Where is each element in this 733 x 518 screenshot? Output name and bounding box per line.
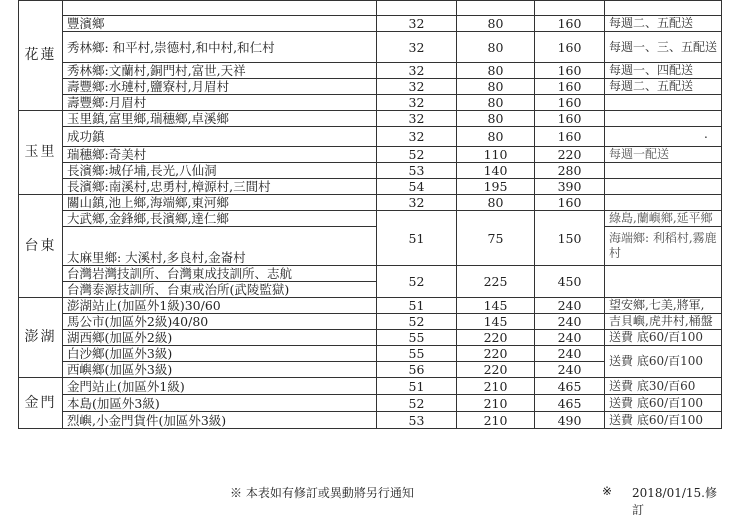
area-cell: 長濱鄉:城仔埔,長光,八仙洞 [63, 163, 377, 179]
note-cell: 每週一配送 [605, 147, 722, 163]
area-cell: 澎湖站止(加區外1級)30/60 [63, 298, 377, 314]
rate-cell-2: 80 [457, 95, 535, 111]
table-row [19, 16, 722, 32]
area-cell: 關山鎮,池上鄉,海端鄉,東河鄉 [63, 195, 377, 211]
rate-cell-1: 32 [377, 195, 457, 211]
region-cell: 澎湖 [19, 298, 63, 378]
area-cell-continued: 台灣泰源技訓所、台東戒治所(武陵監獄) [63, 282, 377, 298]
rate-cell-1: 51 [377, 378, 457, 395]
rate-cell-2: 210 [457, 395, 535, 412]
rate-cell-1: 32 [377, 16, 457, 32]
rate-cell-2: 220 [457, 330, 535, 346]
area-cell: 瑞穗鄉:奇美村 [63, 147, 377, 163]
table-row [19, 163, 722, 179]
footer-mark: ※ [602, 484, 613, 498]
footer-notice: ※ 本表如有修訂或異動將另行通知 [230, 486, 414, 500]
rate-cell-2: 80 [457, 32, 535, 63]
rate-cell-3: 160 [535, 79, 605, 95]
note-cell: 每週一、三、五配送 [605, 32, 722, 63]
rate-cell-3: 160 [535, 63, 605, 79]
table-row [19, 179, 722, 195]
rate-cell-3: 160 [535, 95, 605, 111]
rate-cell-3: 240 [535, 346, 605, 362]
rate-cell-3: 240 [535, 314, 605, 330]
rate-cell-1: 54 [377, 179, 457, 195]
rate-cell-3: 160 [535, 32, 605, 63]
table-row [19, 227, 722, 266]
region-cell: 金門 [19, 378, 63, 429]
area-cell: 豐濱鄉 [63, 16, 377, 32]
table-row [19, 95, 722, 111]
rate-cell-1: 51 [377, 211, 457, 266]
rate-cell-3: 490 [535, 412, 605, 429]
area-cell: 湖西鄉(加區外2級) [63, 330, 377, 346]
rate-cell-2: 80 [457, 63, 535, 79]
note-cell: 送費 底30/百60 [605, 378, 722, 395]
rate-cell-1: 56 [377, 362, 457, 378]
table-row [19, 378, 722, 395]
note-cell [605, 95, 722, 111]
rate-cell-3: 160 [535, 111, 605, 127]
delivery-rate-table [18, 0, 722, 429]
rate-cell-3: 240 [535, 362, 605, 378]
note-cell [605, 179, 722, 195]
table-row [19, 266, 722, 282]
rate-cell-2: 145 [457, 298, 535, 314]
area-cell: 玉里鎮,富里鄉,瑞穗鄉,卓溪鄉 [63, 111, 377, 127]
area-cell: 馬公市(加區外2級)40/80 [63, 314, 377, 330]
rate-cell-2: 75 [457, 211, 535, 266]
area-cell: 西嶼鄉(加區外3級) [63, 362, 377, 378]
note-cell: 送費 底60/百100 [605, 346, 722, 378]
area-cell: 長濱鄉:南溪村,忠勇村,樟源村,三間村 [63, 179, 377, 195]
revision-date: 2018/01/15.修訂 [632, 486, 717, 517]
note-cell [605, 195, 722, 211]
area-cell: 成功鎮 [63, 127, 377, 147]
table-row [19, 63, 722, 79]
note-cell: 吉貝嶼,虎井村,桶盤 [605, 314, 722, 330]
table-row [19, 395, 722, 412]
area-cell: 烈嶼,小金門貨件(加區外3級) [63, 412, 377, 429]
rate-cell-1: 52 [377, 266, 457, 298]
rate-cell-2: 195 [457, 179, 535, 195]
rate-cell-1: 32 [377, 63, 457, 79]
table-row [19, 195, 722, 211]
note-cell [605, 266, 722, 298]
table-row [19, 111, 722, 127]
table-row [19, 346, 722, 362]
table-row [19, 412, 722, 429]
rate-table-sheet [8, 0, 725, 429]
region-cell: 玉里 [19, 111, 63, 195]
rate-cell-2: 140 [457, 163, 535, 179]
rate-cell-1: 32 [377, 111, 457, 127]
rate-cell-3: 465 [535, 378, 605, 395]
area-cell: 白沙鄉(加區外3級) [63, 346, 377, 362]
area-cell-continued: 太麻里鄉: 大溪村,多良村,金崙村 [63, 227, 377, 266]
rate-cell-1: 52 [377, 395, 457, 412]
rate-cell-1: 32 [377, 95, 457, 111]
note-cell: 每週一、四配送 [605, 63, 722, 79]
area-cell: 壽豐鄉:水璉村,鹽寮村,月眉村 [63, 79, 377, 95]
table-row [19, 32, 722, 63]
rate-cell-2: 80 [457, 195, 535, 211]
rate-cell-1: 51 [377, 298, 457, 314]
table-row [19, 127, 722, 147]
rate-cell-1: 55 [377, 330, 457, 346]
rate-cell-1: 55 [377, 346, 457, 362]
rate-cell-3: 465 [535, 395, 605, 412]
table-row [19, 147, 722, 163]
note-cell: 每週二、五配送 [605, 16, 722, 32]
area-cell: 本島(加區外3級) [63, 395, 377, 412]
note-cell [605, 111, 722, 127]
rate-cell-3: 150 [535, 211, 605, 266]
area-cell [63, 1, 377, 16]
table-row [19, 314, 722, 330]
note-cell [605, 163, 722, 179]
rate-cell-3: 220 [535, 147, 605, 163]
rate-cell-3: 160 [535, 127, 605, 147]
note-cell: 望安鄉,七美,將軍, [605, 298, 722, 314]
rate-cell-3: 390 [535, 179, 605, 195]
rate-cell-1: 53 [377, 412, 457, 429]
rate-cell-1: 52 [377, 147, 457, 163]
rate-cell-2: 110 [457, 147, 535, 163]
rate-cell-3: 240 [535, 330, 605, 346]
note-cell: 送費 底60/百100 [605, 330, 722, 346]
note-cell: 送費 底60/百100 [605, 395, 722, 412]
rate-cell-1: 32 [377, 127, 457, 147]
rate-cell-2 [457, 1, 535, 16]
table-row [19, 79, 722, 95]
rate-cell-2: 80 [457, 16, 535, 32]
area-cell: 秀林鄉: 和平村,崇德村,和中村,和仁村 [63, 32, 377, 63]
area-cell: 金門站止(加區外1級) [63, 378, 377, 395]
rate-cell-2: 210 [457, 412, 535, 429]
area-cell: 大武鄉,金鋒鄉,長濱鄉,達仁鄉 [63, 211, 377, 227]
rate-cell-2: 80 [457, 79, 535, 95]
area-cell: 台灣岩灣技訓所、台灣東成技訓所、志航 [63, 266, 377, 282]
rate-cell-2: 220 [457, 362, 535, 378]
table-row [19, 330, 722, 346]
rate-cell-1: 52 [377, 314, 457, 330]
region-cell: 台東 [19, 195, 63, 298]
rate-cell-2: 80 [457, 127, 535, 147]
stray-mark: . [704, 127, 708, 141]
rate-cell-1: 53 [377, 163, 457, 179]
note-cell-continued: 海端鄉: 利稻村,霧鹿村 [605, 227, 722, 266]
area-cell: 壽豐鄉:月眉村 [63, 95, 377, 111]
rate-cell-3 [535, 1, 605, 16]
rate-cell-2: 145 [457, 314, 535, 330]
table-row [19, 298, 722, 314]
rate-cell-3: 240 [535, 298, 605, 314]
rate-cell-2: 225 [457, 266, 535, 298]
rate-cell-1 [377, 1, 457, 16]
note-cell: 每週二、五配送 [605, 79, 722, 95]
rate-cell-3: 450 [535, 266, 605, 298]
rate-cell-1: 32 [377, 32, 457, 63]
note-cell: 綠島,蘭嶼鄉,延平鄉 [605, 211, 722, 227]
rate-cell-2: 80 [457, 111, 535, 127]
rate-cell-1: 32 [377, 79, 457, 95]
table-row [19, 1, 722, 16]
area-cell: 秀林鄉:文蘭村,銅門村,富世,天祥 [63, 63, 377, 79]
rate-cell-3: 160 [535, 16, 605, 32]
rate-cell-2: 220 [457, 346, 535, 362]
note-cell [605, 1, 722, 16]
table-row [19, 211, 722, 227]
region-cell: 花蓮 [19, 1, 63, 111]
rate-cell-2: 210 [457, 378, 535, 395]
note-cell: 送費 底60/百100 [605, 412, 722, 429]
rate-cell-3: 280 [535, 163, 605, 179]
rate-cell-3: 160 [535, 195, 605, 211]
